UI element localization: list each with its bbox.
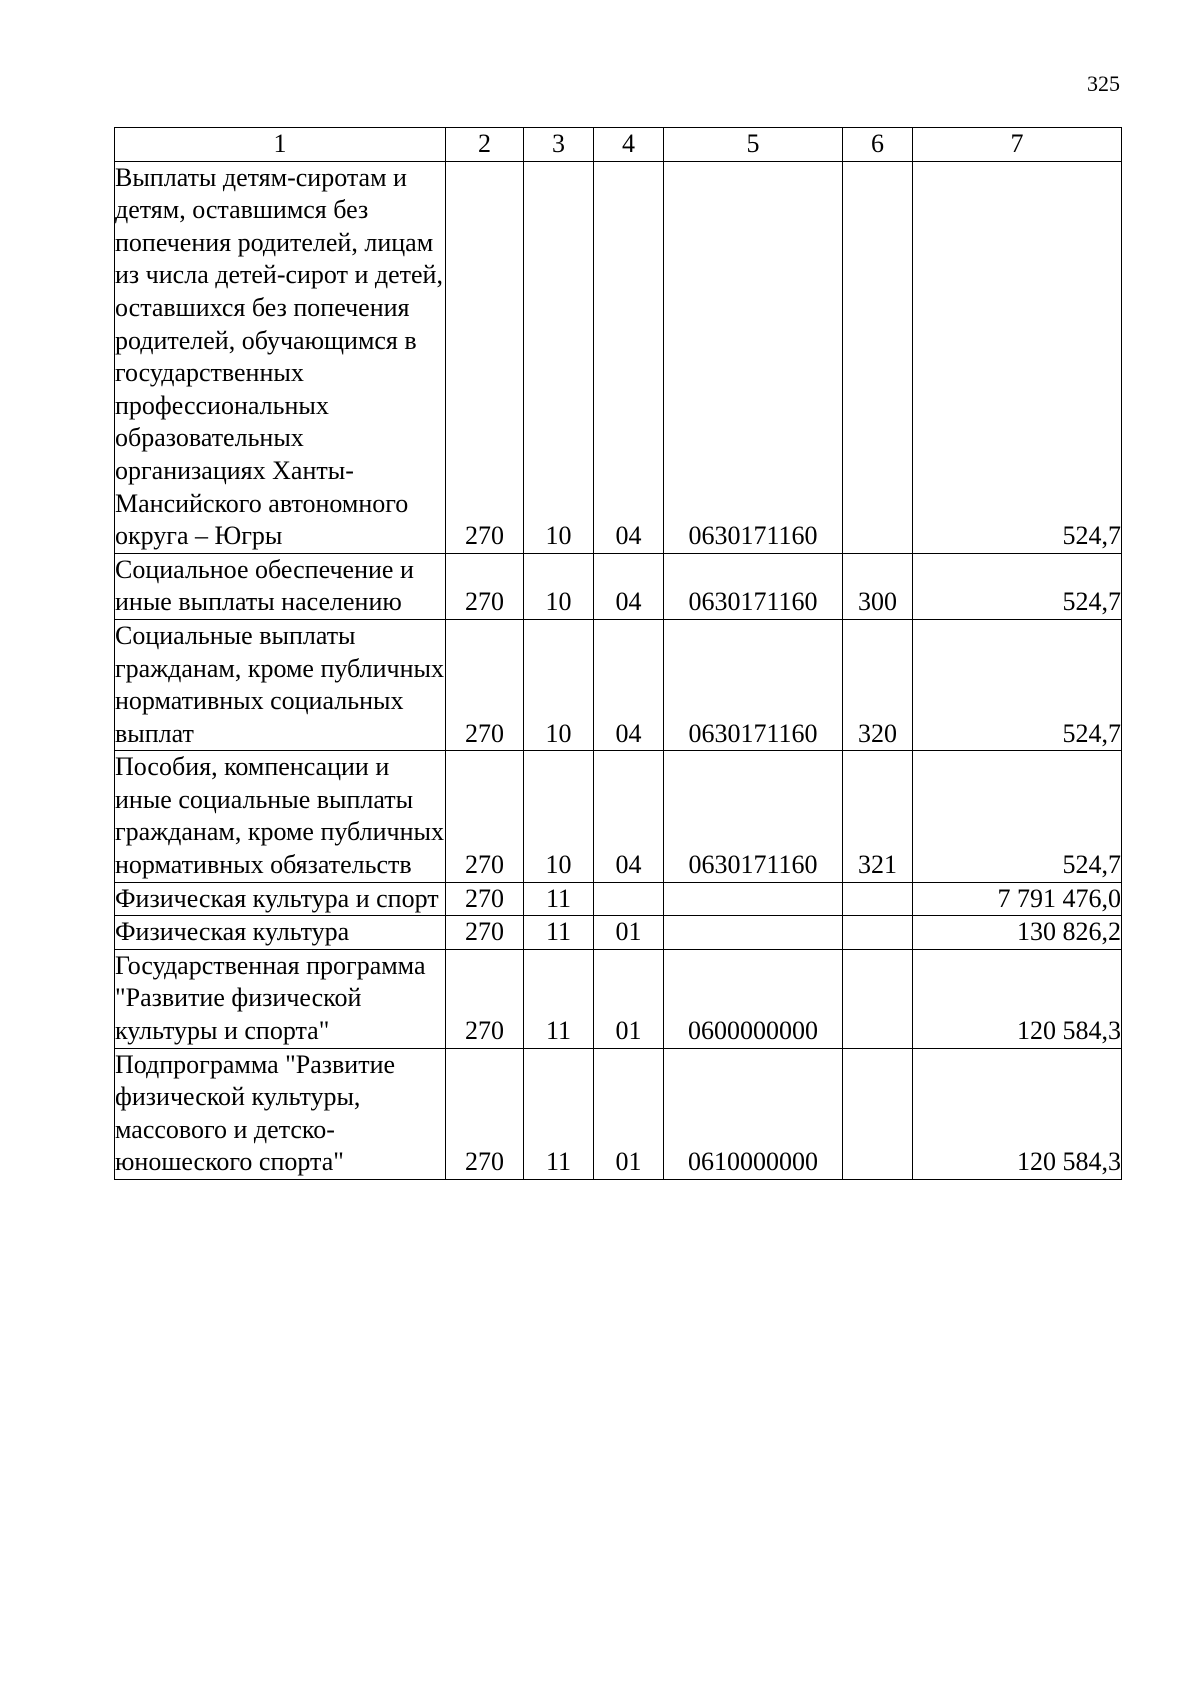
- row-col-5: 0630171160: [664, 751, 843, 882]
- row-col-4: 04: [594, 751, 664, 882]
- row-col-5: 0630171160: [664, 619, 843, 750]
- row-col-3: 11: [524, 882, 594, 916]
- row-col-5: 0600000000: [664, 949, 843, 1048]
- row-name: Физическая культура и спорт: [115, 882, 446, 916]
- row-col-6: [843, 161, 913, 553]
- table-body: [115, 161, 1122, 1179]
- row-col-2: 270: [446, 1048, 524, 1179]
- row-col-3: 10: [524, 161, 594, 553]
- table-row: [115, 949, 1122, 1048]
- table-row: [115, 751, 1122, 882]
- row-col-5: 0630171160: [664, 161, 843, 553]
- row-col-2: 270: [446, 882, 524, 916]
- row-col-2: 270: [446, 161, 524, 553]
- row-col-7: 120 584,3: [913, 1048, 1122, 1179]
- row-col-3: 10: [524, 751, 594, 882]
- row-col-6: 321: [843, 751, 913, 882]
- row-col-5: 0610000000: [664, 1048, 843, 1179]
- row-name: Государственная программа "Развитие физической культуры и спорта": [115, 949, 446, 1048]
- header-col-6: 6: [843, 128, 913, 162]
- budget-table: [114, 127, 1122, 1180]
- header-col-4: 4: [594, 128, 664, 162]
- row-col-5: 0630171160: [664, 553, 843, 619]
- table-row: [115, 916, 1122, 950]
- row-col-3: 10: [524, 619, 594, 750]
- row-col-2: 270: [446, 949, 524, 1048]
- row-name: Социальные выплаты гражданам, кроме публичных нормативных социальных выплат: [115, 619, 446, 750]
- row-col-6: [843, 1048, 913, 1179]
- header-col-7: 7: [913, 128, 1122, 162]
- row-col-2: 270: [446, 751, 524, 882]
- header-col-1: 1: [115, 128, 446, 162]
- header-col-5: 5: [664, 128, 843, 162]
- row-name: Подпрограмма "Развитие физической культуры, массового и детско-юношеского спорта": [115, 1048, 446, 1179]
- row-col-3: 10: [524, 553, 594, 619]
- header-col-2: 2: [446, 128, 524, 162]
- row-col-5: [664, 882, 843, 916]
- row-name: Физическая культура: [115, 916, 446, 950]
- row-name: Социальное обеспечение и иные выплаты населению: [115, 553, 446, 619]
- table-row: [115, 882, 1122, 916]
- row-col-6: [843, 882, 913, 916]
- row-col-7: 524,7: [913, 553, 1122, 619]
- row-col-7: 120 584,3: [913, 949, 1122, 1048]
- table-header: [115, 128, 1122, 162]
- table-row: [115, 161, 1122, 553]
- row-col-5: [664, 916, 843, 950]
- table-row: [115, 1048, 1122, 1179]
- row-col-6: [843, 916, 913, 950]
- row-col-3: 11: [524, 916, 594, 950]
- row-col-4: 01: [594, 1048, 664, 1179]
- row-col-4: [594, 882, 664, 916]
- row-col-6: 300: [843, 553, 913, 619]
- row-col-2: 270: [446, 619, 524, 750]
- row-col-4: 04: [594, 619, 664, 750]
- row-col-7: 524,7: [913, 161, 1122, 553]
- row-col-4: 01: [594, 916, 664, 950]
- row-col-7: 524,7: [913, 751, 1122, 882]
- row-col-4: 04: [594, 161, 664, 553]
- table-row: [115, 553, 1122, 619]
- row-col-4: 01: [594, 949, 664, 1048]
- row-col-7: 130 826,2: [913, 916, 1122, 950]
- row-col-4: 04: [594, 553, 664, 619]
- row-name: Пособия, компенсации и иные социальные выплаты гражданам, кроме публичных нормативных обязательств: [115, 751, 446, 882]
- header-col-3: 3: [524, 128, 594, 162]
- row-col-6: 320: [843, 619, 913, 750]
- table-row: [115, 619, 1122, 750]
- row-col-6: [843, 949, 913, 1048]
- row-col-7: 524,7: [913, 619, 1122, 750]
- row-name: Выплаты детям-сиротам и детям, оставшимся без попечения родителей, лицам из числа детей-сирот и детей, оставшихся без попечения родителей, обучающимся в государственных профессиональных образовательных организациях Ханты-Мансийского автономного округа – Югры: [115, 161, 446, 553]
- header-row: [115, 128, 1122, 162]
- row-col-3: 11: [524, 1048, 594, 1179]
- row-col-3: 11: [524, 949, 594, 1048]
- row-col-7: 7 791 476,0: [913, 882, 1122, 916]
- page-number: 325: [1087, 71, 1120, 96]
- row-col-2: 270: [446, 553, 524, 619]
- row-col-2: 270: [446, 916, 524, 950]
